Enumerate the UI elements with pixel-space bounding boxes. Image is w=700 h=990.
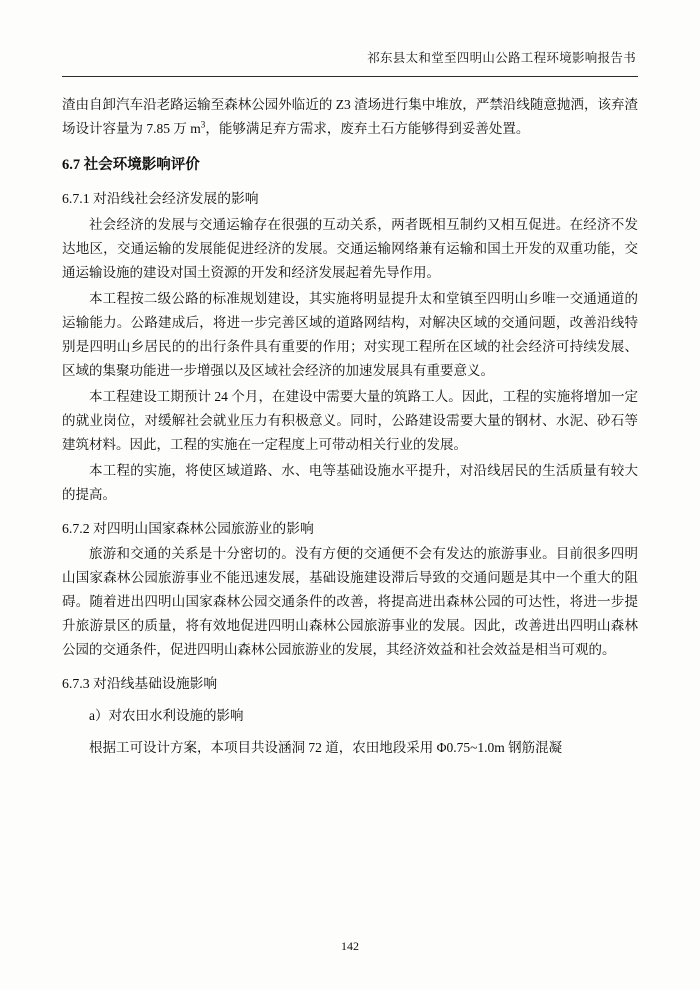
page-footer: 142 [341,939,359,953]
page-body [62,93,638,760]
heading-6-7-1: 6.7.1 对沿线社会经济发展的影响 [62,191,259,207]
paragraph-continued: 渣由自卸汽车沿老路运输至森林公园外临近的 Z3 渣场进行集中堆放，严禁沿线随意抛洒，该弃渣场设计容量为 7.85 万 $m^3$，能够满足弃方需求，废弃土石方能够得到妥善处置。 [62,97,638,137]
paragraph-2: 本工程按二级公路的标准规划建设，其实施将明显提升太和堂镇至四明山乡唯一交通通道的运输能力。公路建成后，将进一步完善区域的道路网结构，对解决区域的交通问题，改善沿线特别是四明山乡居民的的出行条件具有重要的作用；对实现工程所在区域的社会经济可持续发展、区域的集聚功能进一步增强以及区域社会经济的加速发展具有重要意义。 [62,290,638,378]
heading-6-7-3: 6.7.3 对沿线基础设施影响 [62,676,218,692]
header-divider [62,76,638,77]
paragraph-4: 本工程的实施，将使区域道路、水、电等基础设施水平提升，对沿线居民的生活质量有较大的提高。 [62,462,638,502]
paragraph-1: 社会经济的发展与交通运输存在很强的互动关系，两者既相互制约又相互促进。在经济不发达地区，交通运输的发展能促进经济的发展。交通运输网络兼有运输和国土开发的双重功能，交通运输设施的建设对国土资源的开发和经济发展起着先导作用。 [62,216,638,280]
running-header: 祁东县太和堂至四明山公路工程环境影响报告书 [367,51,636,65]
heading-6-7: 6.7 社会环境影响评价 [62,157,200,174]
paragraph-5: 旅游和交通的关系是十分密切的。没有方便的交通便不会有发达的旅游事业。目前很多四明山国家森林公园旅游事业不能迅速发展，基础设施建设滞后导致的交通问题是其中一个重大的阻碍。随着进出四明山国家森林公园交通条件的改善，将提高进出森林公园的可达性，将进一步提升旅游景区的质量，将有效地促进四明山森林公园旅游事业的发展。因此，改善进出四明山森林公园的交通条件，促进四明山森林公园旅游业的发展，其经济效益和社会效益是相当可观的。 [62,546,638,658]
paragraph-3: 本工程建设工期预计 24 个月，在建设中需要大量的筑路工人。因此，工程的实施将增加一定的就业岗位，对缓解社会就业压力有积极意义。同时，公路建设需要大量的钢材、水泥、砂石等建筑材料。因此，工程的实施在一定程度上可带动相关行业的发展。 [62,388,638,452]
heading-6-7-2: 6.7.2 对四明山国家森林公园旅游业的影响 [62,520,314,536]
paragraph-6: 根据工可设计方案，本项目共设涵洞 72 道，农田地段采用 Φ0.75~1.0m 钢筋混凝 [89,739,563,755]
list-item-a: a）对农田水利设施的影响 [89,707,244,723]
